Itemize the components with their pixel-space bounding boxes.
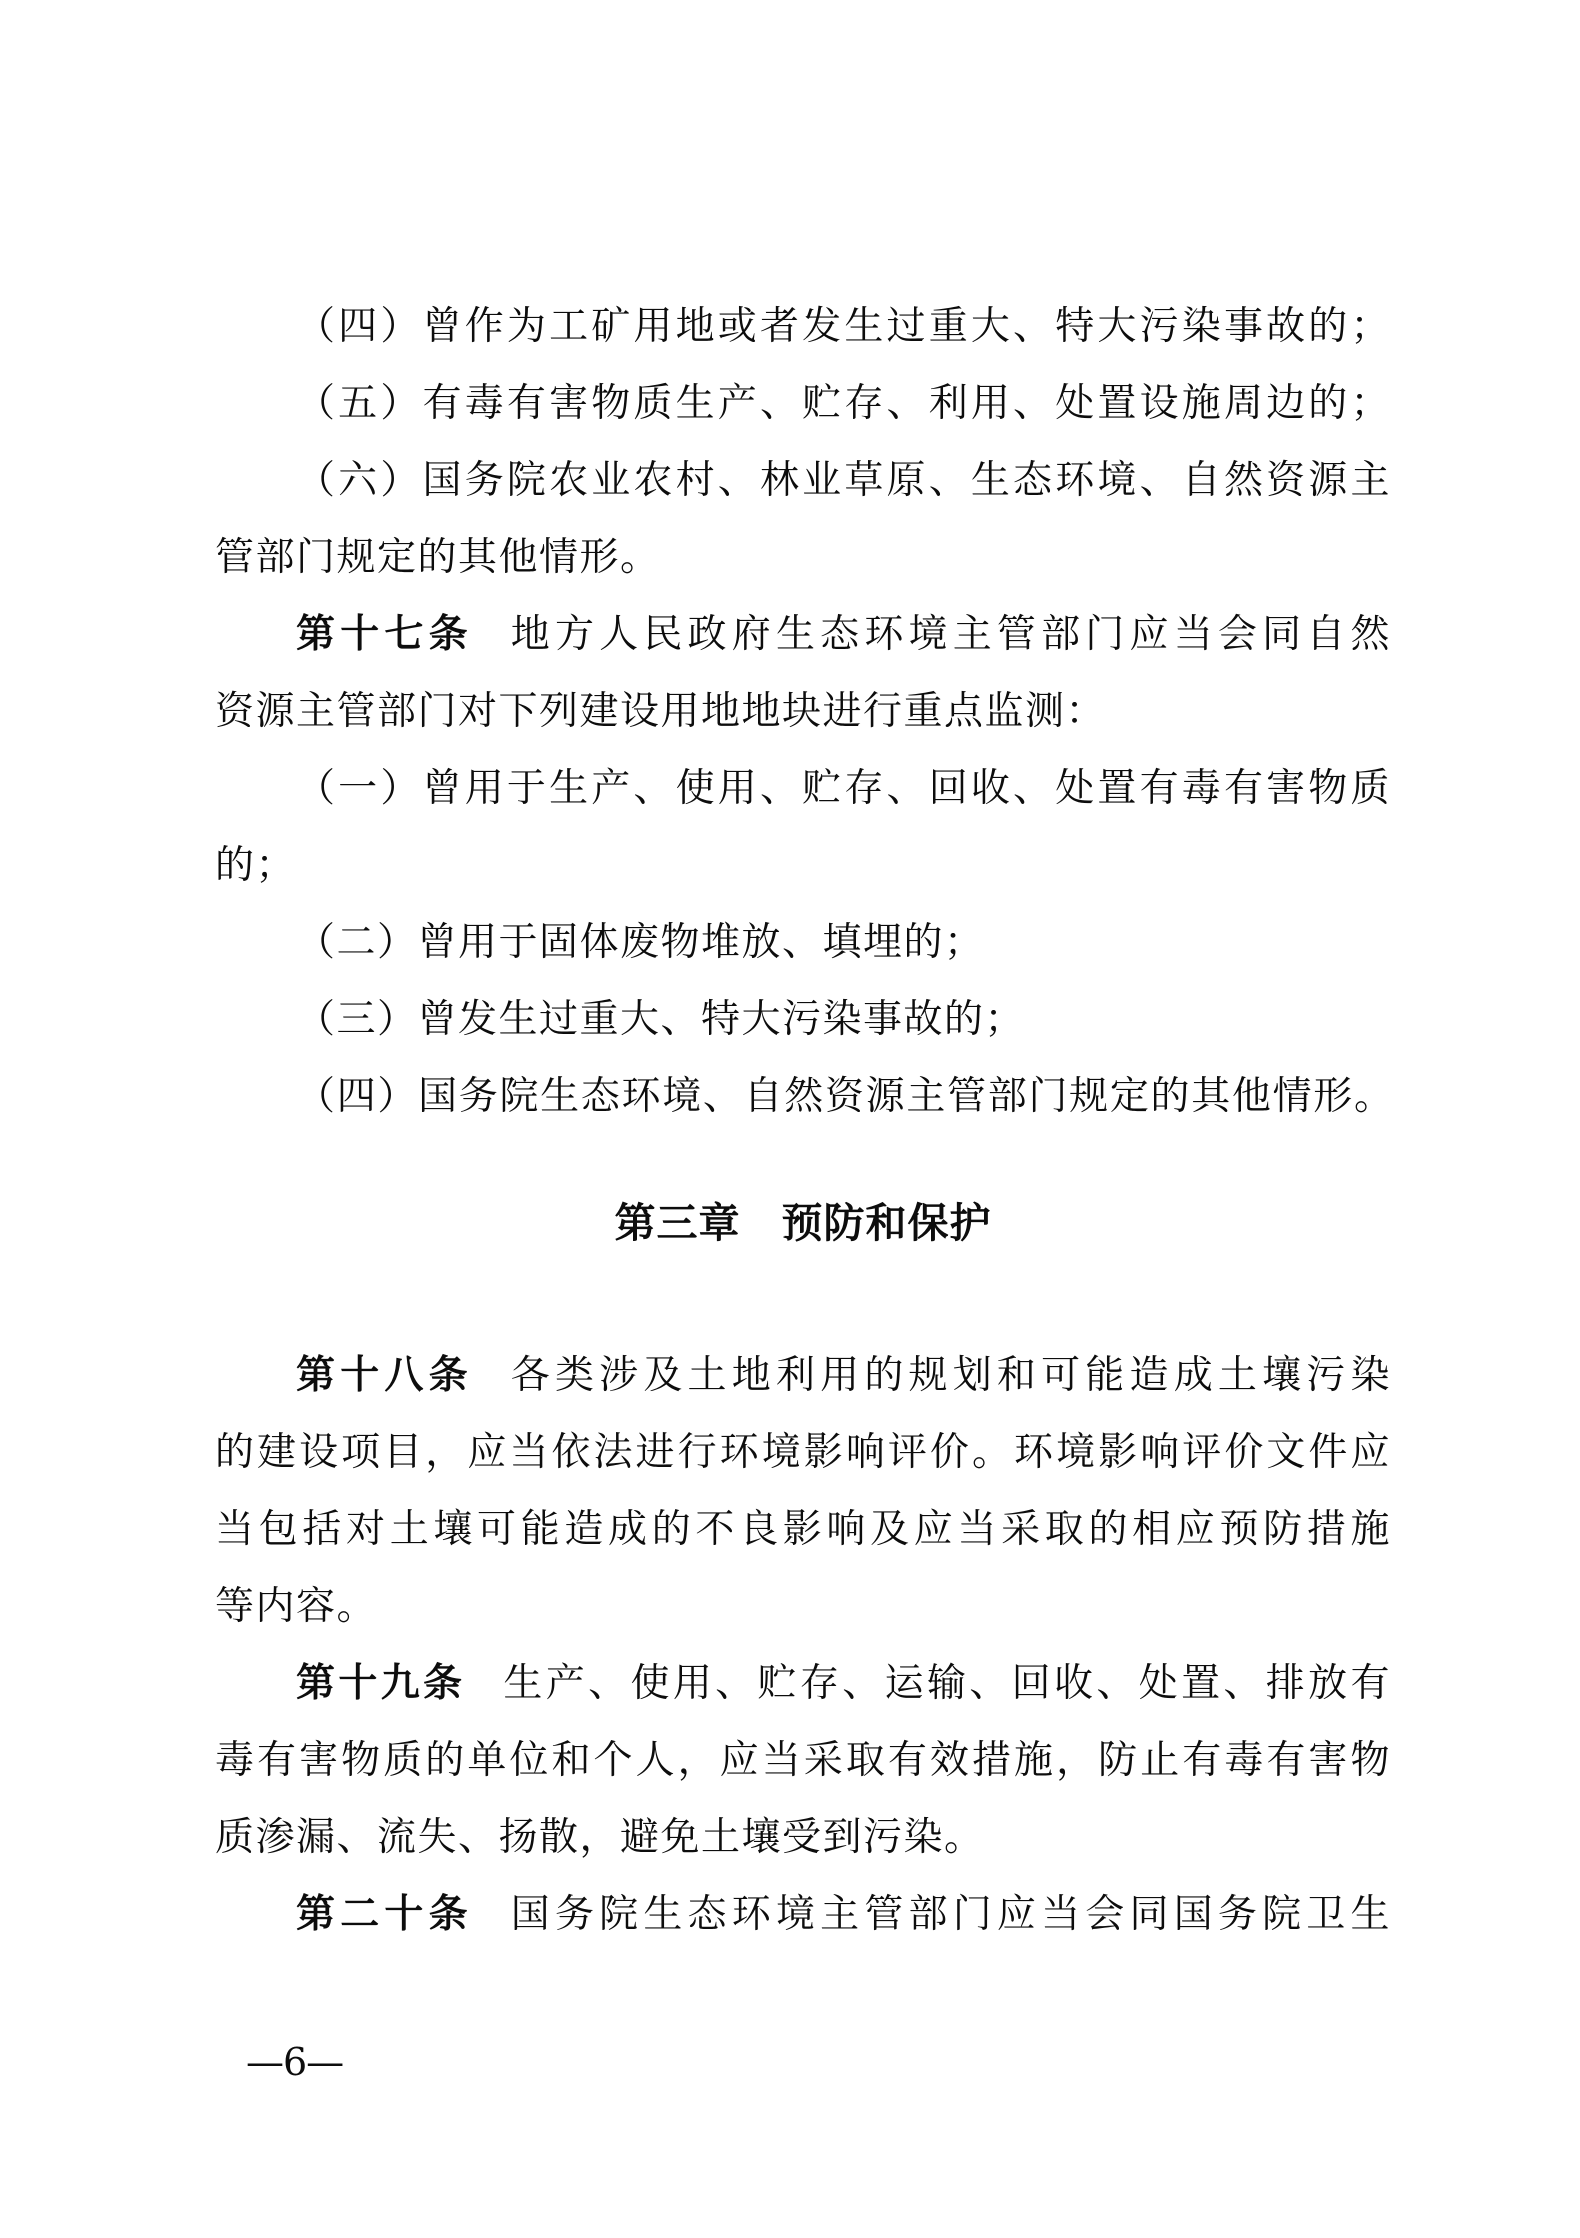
- article-number: 第二十条: [296, 1892, 473, 1937]
- text-line: [215, 596, 1391, 673]
- text-line: 的建设项目，应当依法进行环境影响评价。环境影响评价文件应: [215, 1430, 1391, 1475]
- text-line: （五）有毒有害物质生产、贮存、利用、处置设施周边的；: [296, 381, 1391, 426]
- article-text: 国务院生态环境主管部门应当会同国务院卫生: [510, 1892, 1391, 1937]
- text-line: 质渗漏、流失、扬散，避免土壤受到污染。: [215, 1815, 985, 1860]
- article-number: 第十九条: [296, 1661, 466, 1706]
- text-line: 毒有害物质的单位和个人，应当采取有效措施，防止有毒有害物: [215, 1738, 1391, 1783]
- article-text: 生产、使用、贮存、运输、回收、处置、排放有: [503, 1661, 1391, 1706]
- text-line: （六）国务院农业农村、林业草原、生态环境、自然资源主: [296, 458, 1391, 503]
- text-line: [215, 1337, 1391, 1414]
- text-line: 管部门规定的其他情形。: [215, 535, 661, 580]
- article-text: 各类涉及土地利用的规划和可能造成土壤污染: [510, 1353, 1391, 1398]
- text-line: 的；: [215, 843, 297, 888]
- text-line: （二）曾用于固体废物堆放、填埋的；: [296, 920, 985, 965]
- text-line: （三）曾发生过重大、特大污染事故的；: [296, 997, 1026, 1042]
- text-line: （一）曾用于生产、使用、贮存、回收、处置有毒有害物质: [296, 766, 1391, 811]
- chapter-heading: [215, 1185, 1391, 1262]
- text-block-lower: [215, 1337, 1391, 1953]
- text-line: （四）曾作为工矿用地或者发生过重大、特大污染事故的；: [296, 304, 1391, 349]
- article-text: 地方人民政府生态环境主管部门应当会同自然: [510, 612, 1391, 657]
- text-line: 当包括对土壤可能造成的不良影响及应当采取的相应预防措施: [215, 1507, 1391, 1552]
- page-number: —6—: [246, 2040, 344, 2084]
- text-line: [215, 1876, 1391, 1953]
- text-line: [215, 1645, 1391, 1722]
- chapter-title: 预防和保护: [781, 1199, 992, 1247]
- text-line: 等内容。: [215, 1584, 378, 1629]
- text-block-upper: [215, 288, 1391, 1135]
- text-line: 资源主管部门对下列建设用地地块进行重点监测：: [215, 689, 1107, 734]
- text-line: （四）国务院生态环境、自然资源主管部门规定的其他情形。: [296, 1074, 1391, 1119]
- chapter-number: 第三章: [614, 1199, 741, 1247]
- article-number: 第十八条: [296, 1353, 473, 1398]
- article-number: 第十七条: [296, 612, 473, 657]
